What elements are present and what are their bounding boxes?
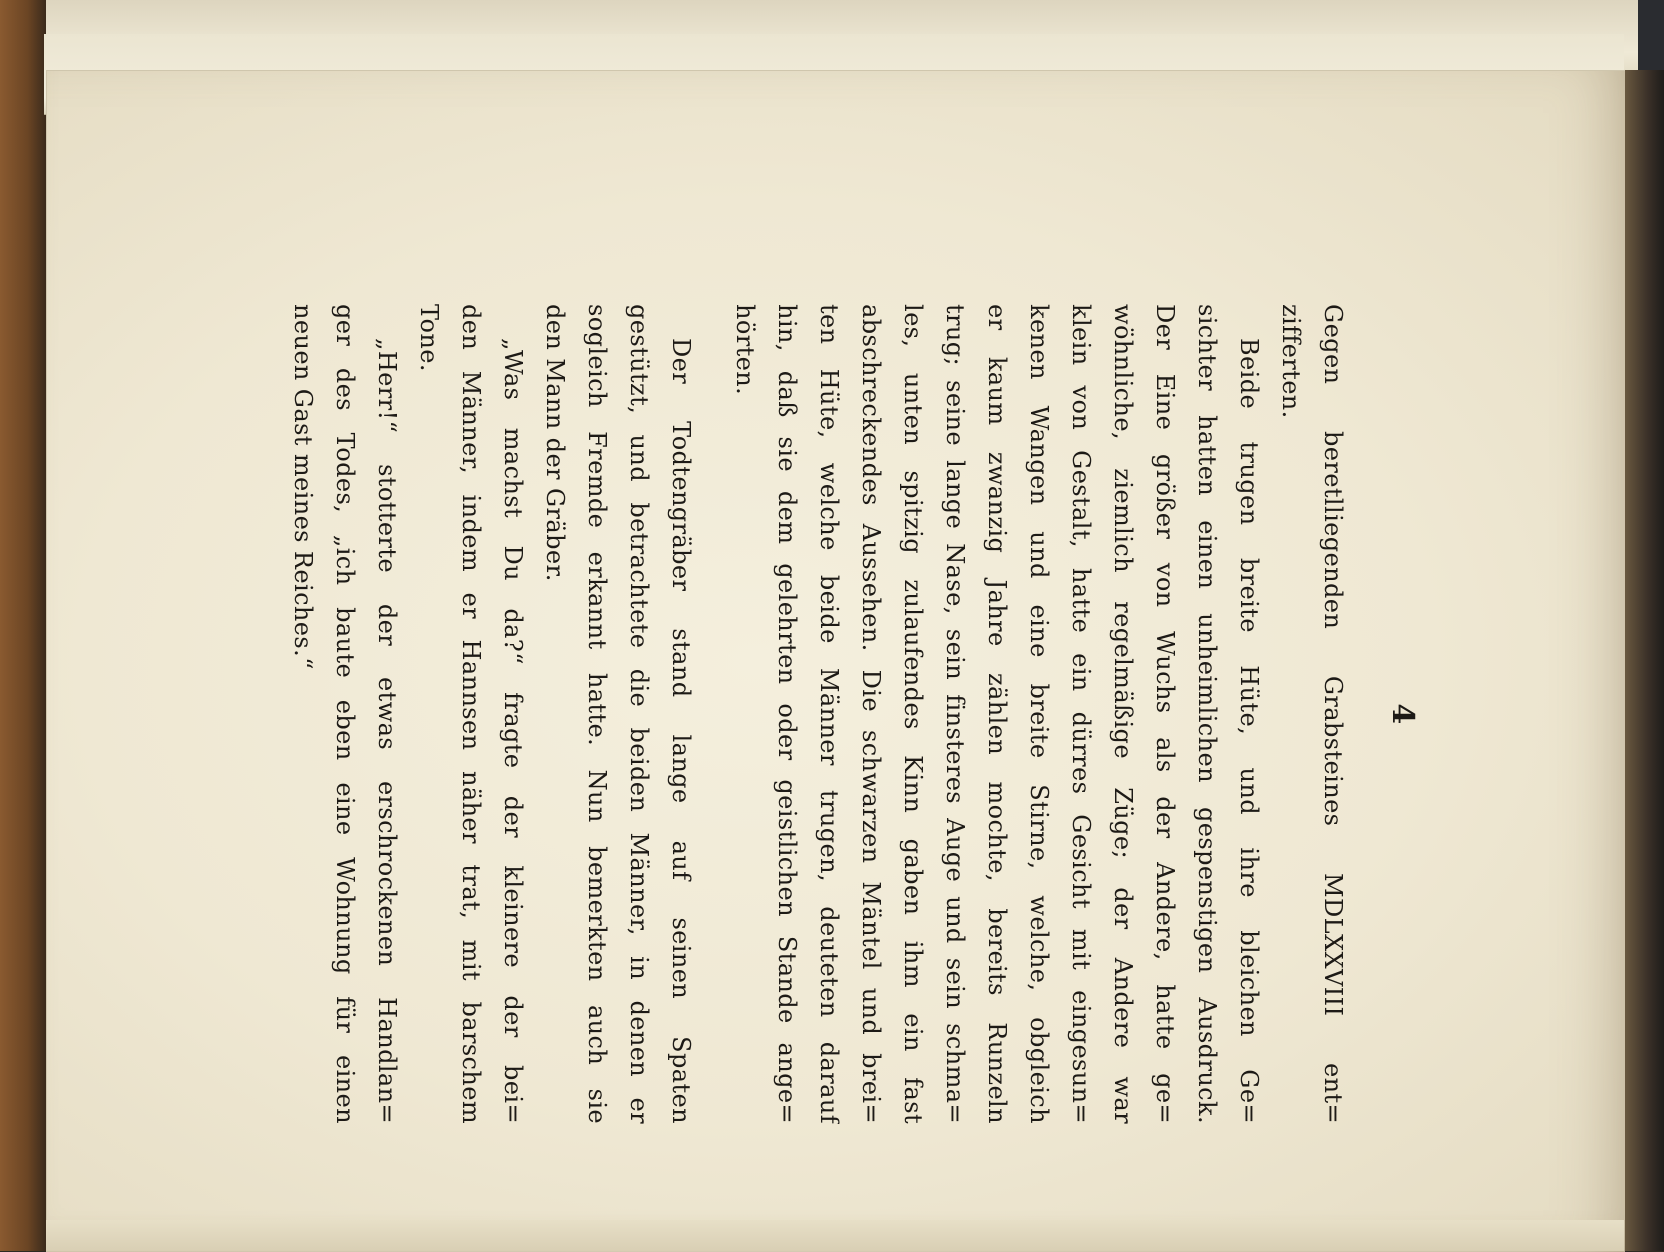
text-line: neuen Gast meines Reiches.“	[289, 304, 317, 670]
text-line: hin, daß sie dem gelehrten oder geistlichen Stande ange=	[773, 304, 801, 1124]
text-line: kenen Wangen und eine breite Stirne, welche, obgleich	[1025, 304, 1053, 1124]
text-line: er kaum zwanzig Jahre zählen mochte, bereits Runzeln	[983, 304, 1011, 1124]
text-line: Beide trugen breite Hüte, und ihre bleichen Ge=	[1235, 338, 1263, 1124]
text-line: Gegen beretlliegenden Grabsteines MDLXXVIII ent=	[1319, 304, 1347, 1124]
text-line: Der Eine größer von Wuchs als der Andere, hatte ge=	[1151, 304, 1179, 1124]
text-line: Der Todtengräber stand lange auf seinen Spaten	[667, 338, 695, 1124]
text-line: Tone.	[415, 304, 443, 372]
cover-leather-edge	[0, 0, 46, 1251]
text-line: abschreckendes Aussehen. Die schwarzen Mäntel und brei=	[857, 304, 885, 1124]
text-line: sogleich Fremde erkannt hatte. Nun bemerkten auch sie	[583, 304, 611, 1124]
text-line: zifferten.	[1277, 304, 1305, 419]
text-line: „Herr!“ stotterte der etwas erschrockenen Handlan=	[373, 338, 401, 1124]
text-line: les, unten spitzig zulaufendes Kinn gaben ihm ein fast	[899, 304, 927, 1124]
text-line: trug; seine lange Nase, sein finsteres Auge und sein schma=	[941, 304, 969, 1124]
text-line: hörten.	[731, 304, 759, 396]
text-line: ten Hüte, welche beide Männer trugen, deuteten darauf	[815, 304, 843, 1124]
text-line: wöhnliche, ziemlich regelmäßige Züge; der Andere war	[1109, 304, 1137, 1124]
text-line: den Männer, indem er Hannsen näher trat, mit barschem	[457, 304, 485, 1124]
text-line: klein von Gestalt, hatte ein dürres Gesicht mit eingesun=	[1067, 304, 1095, 1124]
text-line: gestützt, und betrachtete die beiden Männer, in denen er	[625, 304, 653, 1124]
text-line: „Was machst Du da?“ fragte der kleinere der bei=	[499, 338, 527, 1124]
text-line: sichter hatten einen unheimlichen gespenstigen Ausdruck.	[1193, 304, 1221, 1124]
book-spine-shadow	[1624, 70, 1664, 1251]
page-number: 4	[1385, 703, 1420, 725]
text-lines	[282, 304, 1354, 1124]
text-line: den Mann der Gräber.	[541, 304, 569, 582]
text-line: ger des Todes, „ich baute eben eine Wohnung für einen	[331, 304, 359, 1124]
page-bottom-edge	[46, 1220, 1624, 1251]
